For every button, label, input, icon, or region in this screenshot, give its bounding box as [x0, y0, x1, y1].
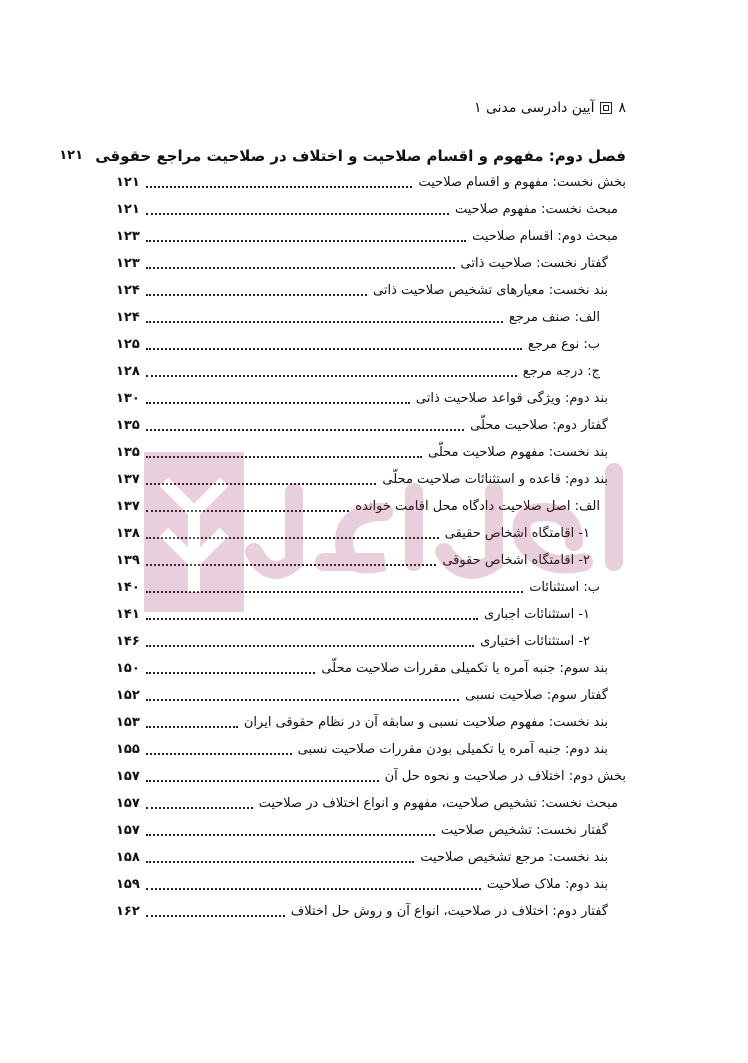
toc-entry: [116, 277, 626, 304]
toc-entry-title: الف: صنف مرجع: [508, 310, 600, 325]
toc-entry-page: ۱۴۰: [116, 580, 140, 595]
toc-entry: [116, 412, 626, 439]
toc-entry-title: بند نخست: مرجع تشخیص صلاحیت: [420, 850, 608, 865]
toc-entry-title: بند دوم: قاعده و استثنائات صلاحیت محلّی: [382, 472, 608, 487]
toc-entry: [116, 709, 626, 736]
toc-entry-page: ۱۵۹: [116, 877, 140, 892]
toc-leader-dots: [146, 888, 481, 890]
toc-entry-page: ۱۵۳: [116, 715, 140, 730]
toc-entry-page: ۱۵۲: [116, 688, 140, 703]
toc-entry-page: ۱۵۷: [116, 796, 140, 811]
toc-entry: [116, 871, 626, 898]
toc-entry-title: بخش نخست: مفهوم و اقسام صلاحیت: [418, 175, 626, 190]
toc-entry-title: ب: نوع مرجع: [527, 337, 600, 352]
toc-entry-page: ۱۶۲: [116, 904, 140, 919]
toc-entry-page: ۱۲۱: [116, 175, 140, 190]
toc-leader-dots: [146, 510, 349, 512]
toc-leader-dots: [146, 456, 422, 458]
toc-entry-title: ج: درجه مرجع: [522, 364, 600, 379]
toc-entry: [116, 223, 626, 250]
toc-entry: [116, 817, 626, 844]
toc-entry: [116, 493, 626, 520]
toc-entry-title: مبحث نخست: مفهوم صلاحیت: [454, 202, 618, 217]
toc-entry-title: بند نخست: معیارهای تشخیص صلاحیت ذاتی: [373, 283, 608, 298]
toc-leader-dots: [146, 537, 439, 539]
toc-leader-dots: [146, 699, 459, 701]
toc-entry-title: ۲- استثنائات اختیاری: [480, 634, 590, 649]
toc-entry-title: گفتار دوم: اختلاف در صلاحیت، انواع آن و روش حل اختلاف: [290, 904, 608, 919]
toc-entry-page: ۱۲۵: [116, 337, 140, 352]
toc-entry: [116, 682, 626, 709]
toc-entry-page: ۱۵۷: [116, 769, 140, 784]
toc-entry-title: الف: اصل صلاحیت دادگاه محل اقامت خوانده: [355, 499, 600, 514]
toc-leader-dots: [146, 753, 292, 755]
toc-leader-dots: [146, 267, 455, 269]
toc-entry-page: ۱۲۱: [59, 148, 84, 163]
toc-leader-dots: [146, 483, 376, 485]
toc-entry-title: بند نخست: مفهوم صلاحیت نسبی و سابقه آن در نظام حقوقی ایران: [243, 715, 608, 730]
toc-leader-dots: [146, 915, 285, 917]
toc-entry-title: گفتار سوم: صلاحیت نسبی: [465, 688, 608, 703]
toc-leader-dots: [146, 591, 523, 593]
toc-entry: [59, 142, 626, 169]
toc-entry-page: ۱۳۵: [116, 445, 140, 460]
toc-entry: [116, 655, 626, 682]
toc-entry: [116, 169, 626, 196]
toc-leader-dots: [146, 375, 517, 377]
toc-entry-title: گفتار نخست: صلاحیت ذاتی: [460, 256, 608, 271]
toc-entry-title: گفتار دوم: صلاحیت محلّی: [470, 418, 608, 433]
toc-leader-dots: [146, 861, 414, 863]
toc-entry-title: ۲- اقامتگاه اشخاص حقوقی: [442, 553, 590, 568]
toc-leader-dots: [146, 429, 464, 431]
toc-entry-title: ب: استثنائات: [529, 580, 600, 595]
toc-entry-page: ۱۲۴: [116, 283, 140, 298]
toc-entry-page: ۱۵۷: [116, 823, 140, 838]
toc-entry-page: ۱۳۹: [116, 553, 140, 568]
toc-entry: [116, 547, 626, 574]
toc-entry-page: ۱۲۴: [116, 310, 140, 325]
toc-entry-page: ۱۳۷: [116, 499, 140, 514]
toc-leader-dots: [146, 564, 436, 566]
toc-entry-page: ۱۳۰: [116, 391, 140, 406]
toc-entry: [116, 601, 626, 628]
toc-entry: [116, 196, 626, 223]
toc-leader-dots: [146, 834, 435, 836]
toc-entry: [116, 574, 626, 601]
toc-entry-title: ۱- اقامتگاه اشخاص حقیقی: [444, 526, 590, 541]
toc-entry-title: مبحث دوم: اقسام صلاحیت: [472, 229, 618, 244]
toc-leader-dots: [146, 348, 522, 350]
toc-leader-dots: [146, 726, 238, 728]
toc-entry-title: مبحث نخست: تشخیص صلاحیت، مفهوم و انواع اختلاف در صلاحیت: [258, 796, 618, 811]
toc-leader-dots: [146, 672, 315, 674]
toc-entry-title: گفتار نخست: تشخیص صلاحیت: [440, 823, 608, 838]
toc-leader-dots: [146, 780, 379, 782]
toc-entry: [116, 520, 626, 547]
toc-entry-title: بخش دوم: اختلاف در صلاحیت و نحوه حل آن: [384, 769, 626, 784]
toc-entry-title: بند دوم: ویژگی قواعد صلاحیت ذاتی: [415, 391, 608, 406]
toc-leader-dots: [146, 807, 253, 809]
page-header: [106, 98, 626, 118]
table-of-contents: [59, 142, 626, 925]
toc-entry-page: ۱۲۸: [116, 364, 140, 379]
toc-entry: [116, 790, 626, 817]
toc-entry: [116, 304, 626, 331]
toc-entry-page: ۱۲۳: [116, 256, 140, 271]
toc-leader-dots: [146, 645, 474, 647]
toc-leader-dots: [146, 321, 503, 323]
toc-entry-title: بند نخست: مفهوم صلاحیت محلّی: [428, 445, 608, 460]
toc-entry: [116, 385, 626, 412]
toc-entry: [116, 736, 626, 763]
toc-entry-page: ۱۲۳: [116, 229, 140, 244]
toc-entry-page: ۱۵۵: [116, 742, 140, 757]
toc-leader-dots: [146, 186, 412, 188]
book-title: آیین دادرسی مدنی ۱: [473, 100, 595, 116]
book-icon: [600, 102, 612, 114]
toc-leader-dots: [146, 402, 410, 404]
toc-entry-page: ۱۳۸: [116, 526, 140, 541]
toc-entry-page: ۱۳۷: [116, 472, 140, 487]
toc-entry-page: ۱۵۰: [116, 661, 140, 676]
toc-entry-page: ۱۴۶: [116, 634, 140, 649]
toc-entry: [116, 844, 626, 871]
toc-entry-page: ۱۵۸: [116, 850, 140, 865]
toc-entry-title: بند دوم: ملاک صلاحیت: [486, 877, 608, 892]
toc-entry: [116, 331, 626, 358]
toc-leader-dots: [146, 294, 367, 296]
toc-entry-title: بند دوم: جنبه آمره یا تکمیلی بودن مقررات صلاحیت نسبی: [297, 742, 608, 757]
toc-entry-page: ۱۲۱: [116, 202, 140, 217]
toc-entry: [116, 466, 626, 493]
toc-entry-title: ۱- استثنائات اجباری: [484, 607, 590, 622]
toc-leader-dots: [146, 240, 466, 242]
page-number: ۸: [618, 100, 626, 116]
toc-entry-page: ۱۳۵: [116, 418, 140, 433]
toc-entry: [116, 439, 626, 466]
toc-entry-title: بند سوم: جنبه آمره یا تکمیلی مقررات صلاحیت محلّی: [321, 661, 608, 676]
toc-entry-title: فصل دوم: مفهوم و اقسام صلاحیت و اختلاف در صلاحیت مراجع حقوقی: [95, 146, 626, 165]
toc-entry-page: ۱۴۱: [116, 607, 140, 622]
toc-entry: [116, 898, 626, 925]
toc-entry: [116, 250, 626, 277]
toc-entry: [116, 628, 626, 655]
toc-leader-dots: [146, 213, 449, 215]
toc-entry: [116, 763, 626, 790]
toc-leader-dots: [146, 618, 478, 620]
toc-entry: [116, 358, 626, 385]
